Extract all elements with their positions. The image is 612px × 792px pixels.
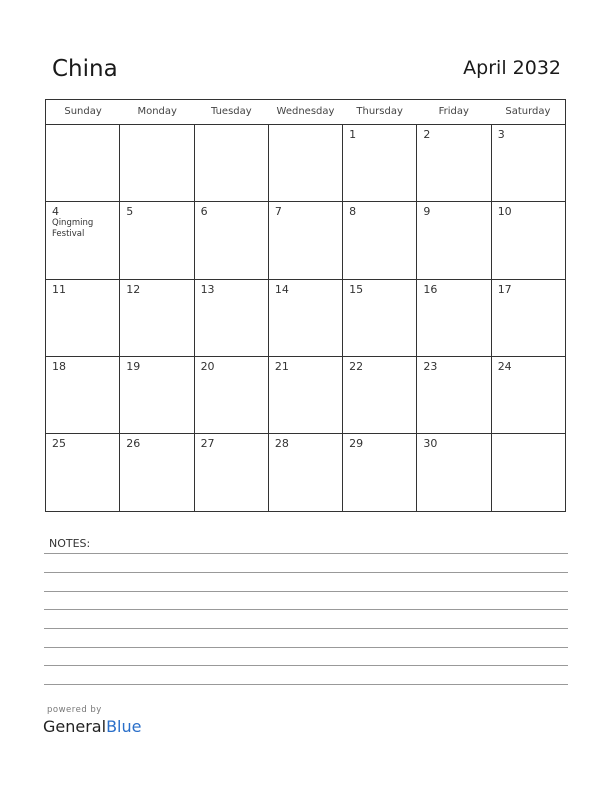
weekday-saturday: Saturday (505, 106, 551, 117)
day-cell (269, 202, 343, 278)
day-cell (46, 434, 120, 511)
day-number: 20 (200, 359, 215, 373)
day-cell (269, 125, 343, 201)
notes-label: NOTES: (49, 537, 91, 550)
day-cell (46, 125, 120, 201)
powered-by-text: powered by (47, 705, 102, 715)
day-cell (46, 202, 120, 278)
day-cell (46, 357, 120, 433)
day-number: 12 (126, 282, 141, 296)
day-number: 4 (52, 205, 59, 219)
generalblue-logo (43, 717, 141, 736)
day-cell (492, 202, 565, 278)
day-number: 1 (349, 128, 357, 141)
day-number: 29 (349, 437, 364, 450)
day-number: 10 (497, 205, 512, 219)
day-cell (343, 202, 417, 278)
day-cell (120, 280, 194, 356)
day-cell (343, 280, 417, 356)
note-line (44, 628, 568, 629)
note-line (44, 572, 568, 573)
day-number: 9 (423, 205, 431, 219)
brand-blue: Blue (106, 717, 142, 736)
day-number: 22 (349, 359, 364, 373)
day-cell (417, 434, 491, 511)
weekday-sunday: Sunday (64, 106, 102, 117)
holiday-label: Qingming Festival (52, 218, 94, 240)
day-number: 27 (200, 437, 215, 450)
day-cell (417, 280, 491, 356)
day-number: 15 (349, 282, 364, 296)
note-line (44, 665, 568, 666)
day-cell (343, 434, 417, 511)
note-line (44, 553, 568, 554)
day-cell (269, 434, 343, 511)
day-number: 16 (423, 282, 438, 296)
day-number: 28 (274, 437, 289, 450)
day-cell (120, 434, 194, 511)
day-cell (195, 202, 269, 278)
day-number: 18 (52, 359, 66, 373)
weekday-thursday: Thursday (356, 106, 403, 117)
day-cell (46, 280, 120, 356)
week-row (46, 125, 565, 202)
day-cell (195, 357, 269, 433)
day-number: 11 (52, 282, 66, 296)
week-row (46, 357, 565, 434)
note-line (44, 609, 568, 610)
day-number: 8 (349, 205, 357, 219)
day-cell (195, 125, 269, 201)
week-row (46, 202, 565, 279)
day-cell (195, 280, 269, 356)
weekday-monday: Monday (137, 106, 177, 117)
day-number: 26 (126, 437, 141, 450)
note-line (44, 647, 568, 648)
day-cell (492, 434, 565, 511)
day-number: 14 (274, 282, 289, 296)
day-cell (120, 202, 194, 278)
weekday-friday: Friday (438, 106, 469, 117)
weekday-tuesday: Tuesday (211, 106, 252, 117)
day-number: 23 (423, 359, 438, 373)
day-cell (492, 125, 565, 201)
day-number: 24 (497, 359, 512, 373)
day-cell (492, 280, 565, 356)
day-number: 3 (497, 128, 505, 141)
brand-general: General (43, 717, 107, 736)
day-cell (417, 202, 491, 278)
day-number: 6 (200, 205, 208, 219)
note-line (44, 591, 568, 592)
day-cell (417, 357, 491, 433)
day-number: 5 (126, 205, 134, 219)
day-number: 2 (423, 128, 431, 141)
note-line (44, 684, 568, 685)
calendar-grid (45, 99, 566, 512)
day-number: 17 (497, 282, 512, 296)
day-number: 13 (200, 282, 215, 296)
day-number: 7 (274, 205, 282, 219)
day-cell (195, 434, 269, 511)
month-year-title: April 2032 (463, 57, 561, 79)
day-cell (492, 357, 565, 433)
weekday-header-row (46, 100, 565, 125)
day-cell (417, 125, 491, 201)
day-number: 19 (126, 359, 141, 373)
day-number: 21 (274, 359, 289, 373)
day-cell (269, 357, 343, 433)
day-cell (120, 125, 194, 201)
day-number: 25 (52, 437, 66, 450)
day-cell (120, 357, 194, 433)
day-number: 30 (423, 437, 438, 450)
day-cell (343, 357, 417, 433)
weekday-wednesday: Wednesday (276, 106, 335, 117)
week-row (46, 434, 565, 511)
week-row (46, 280, 565, 357)
day-cell (269, 280, 343, 356)
weeks-container (46, 125, 565, 511)
country-title: China (52, 56, 118, 82)
day-cell (343, 125, 417, 201)
